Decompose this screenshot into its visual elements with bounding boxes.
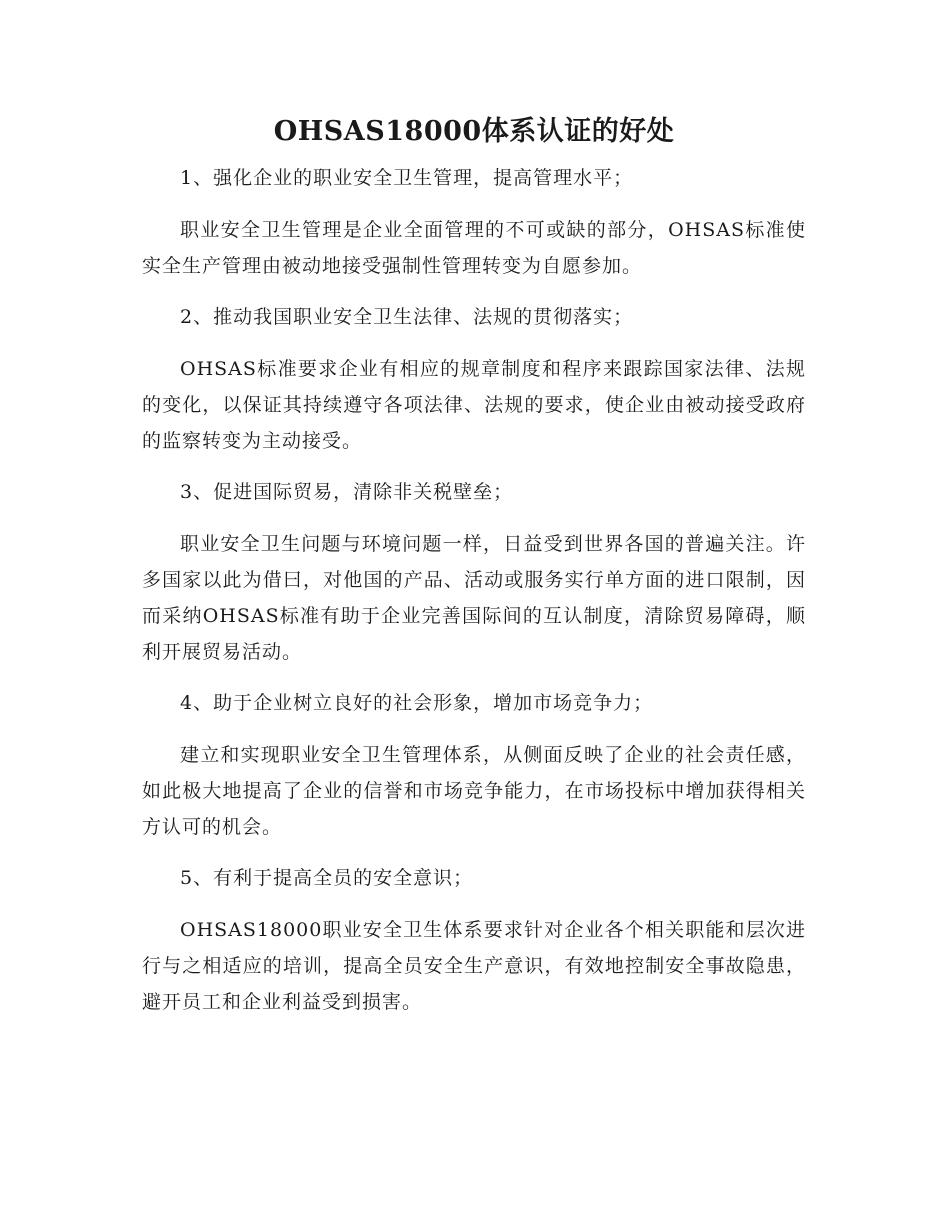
section-4-body: 建立和实现职业安全卫生管理体系，从侧面反映了企业的社会责任感，如此极大地提高了企业的信誉和市场竞争能力，在市场投标中增加获得相关方认可的机会。 <box>142 744 806 838</box>
document-body <box>142 112 806 1035</box>
section-3-body: 职业安全卫生问题与环境问题一样，日益受到世界各国的普遍关注。许多国家以此为借曰，对他国的产品、活动或服务实行单方面的进口限制，因而采纳OHSAS标准有助于企业完善国际间的互认制度，清除贸易障碍，顺利开展贸易活动。 <box>142 533 806 663</box>
section-1-heading: 1、强化企业的职业安全卫生管理，提高管理水平； <box>180 167 634 189</box>
section-5-body: OHSAS18000职业安全卫生体系要求针对企业各个相关职能和层次进行与之相适应的培训，提高全员安全生产意识，有效地控制安全事故隐患，避开员工和企业利益受到损害。 <box>142 919 806 1013</box>
section-2-body: OHSAS标准要求企业有相应的规章制度和程序来跟踪国家法律、法规的变化，以保证其持续遵守各项法律、法规的要求，使企业由被动接受政府的监察转变为主动接受。 <box>142 358 806 452</box>
section-4-heading: 4、助于企业树立良好的社会形象，增加市场竞争力； <box>180 692 654 714</box>
section-2-heading: 2、推动我国职业安全卫生法律、法规的贯彻落实； <box>180 306 634 328</box>
section-1-body: 职业安全卫生管理是企业全面管理的不可或缺的部分，OHSAS标准使实全生产管理由被动地接受强制性管理转变为自愿参加。 <box>142 219 806 277</box>
section-3-heading: 3、促进国际贸易，清除非关税壁垒； <box>180 481 514 503</box>
document-title: OHSAS18000体系认证的好处 <box>273 116 675 147</box>
section-5-heading: 5、有利于提高全员的安全意识； <box>180 867 474 889</box>
